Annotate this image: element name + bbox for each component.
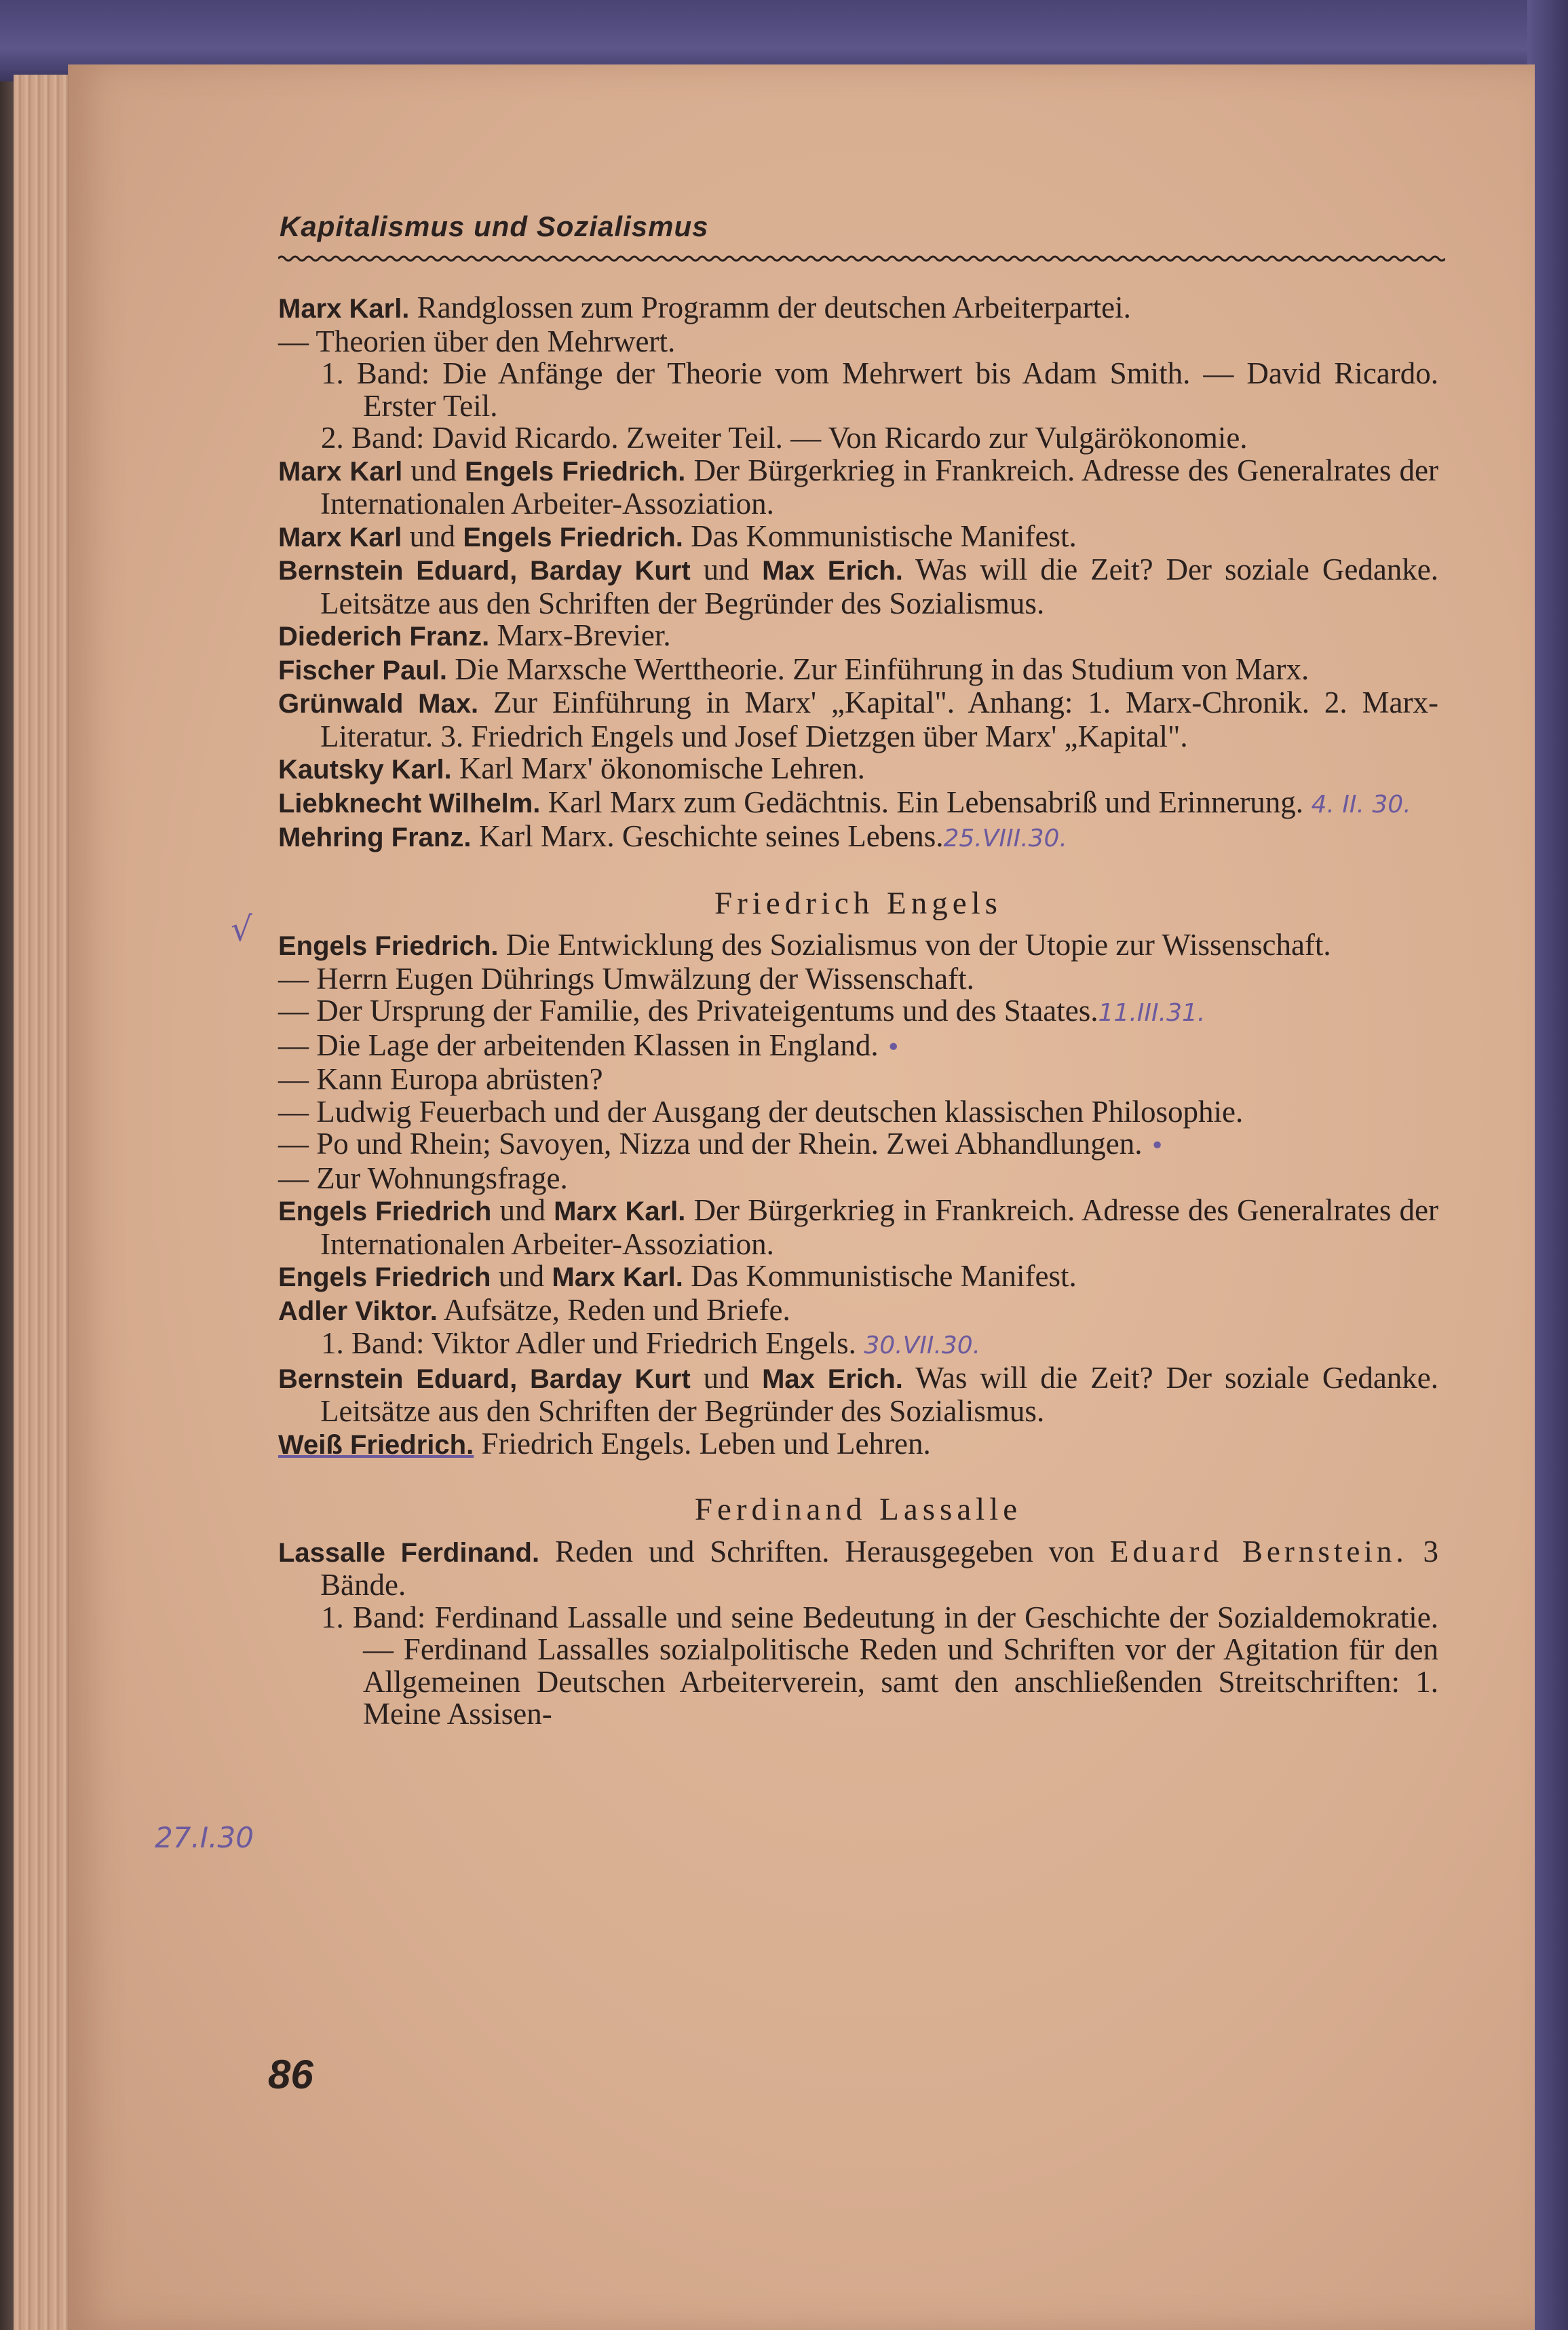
entry-coauthor: Marx Karl. xyxy=(554,1197,686,1226)
entry-title: Der Bürgerkrieg in Frankreich. Adresse des Generalrates der Internationalen Arbeiter-Assoziation. xyxy=(320,453,1439,521)
handwritten-note: 30.VII.30. xyxy=(856,1332,981,1359)
bib-entry xyxy=(278,620,1438,654)
entry-author: Lassalle Ferdinand. xyxy=(278,1537,540,1568)
entry-conjunction: und xyxy=(402,519,463,553)
entry-volume: 1. Band: Die Anfänge der Theorie vom Mehrwert bis Adam Smith. — David Ricardo. Erster Teil. xyxy=(321,356,1438,423)
entry-title: — Ludwig Feuerbach und der Ausgang der deutschen klassischen Philosophie. xyxy=(278,1094,1244,1129)
entry-volume: 2. Band: David Ricardo. Zweiter Teil. — Von Ricardo zur Vulgärökonomie. xyxy=(321,421,1248,455)
handwritten-note: 4. II. 30. xyxy=(1303,790,1411,819)
entry-title: Aufsätze, Reden und Briefe. xyxy=(437,1292,790,1327)
entry-author: Grünwald Max. xyxy=(278,689,479,719)
bib-entry xyxy=(278,1064,1438,1096)
entry-coauthor: Max Erich. xyxy=(762,556,903,586)
entry-title: Die Marxsche Werttheorie. Zur Einführung in das Studium von Marx. xyxy=(446,652,1309,686)
entry-editor: Eduard Bernstein. xyxy=(1110,1534,1408,1568)
entry-conjunction: und xyxy=(402,453,465,487)
entry-coauthor: Marx Karl. xyxy=(552,1262,683,1292)
bib-entry xyxy=(278,1294,1438,1328)
entry-author: Adler Viktor. xyxy=(278,1296,438,1326)
entry-author: Engels Friedrich xyxy=(278,1197,492,1226)
entry-title: Das Kommunistische Manifest. xyxy=(683,1259,1077,1293)
bib-entry xyxy=(278,821,1438,855)
margin-date-annotation: 27.I.30 xyxy=(155,1821,254,1854)
bib-entry xyxy=(278,326,1438,358)
entry-title: Was will die Zeit? Der soziale Gedanke. Leitsätze aus den Schriften der Begründer des Sozialismus. xyxy=(320,1360,1439,1428)
bib-entry xyxy=(278,787,1438,821)
entry-author: Bernstein Eduard, Barday Kurt xyxy=(278,556,691,586)
bib-entry xyxy=(278,292,1438,326)
bib-entry xyxy=(278,554,1438,620)
entry-author: Mehring Franz. xyxy=(278,823,472,852)
entry-title: — Zur Wohnungsfrage. xyxy=(278,1161,568,1195)
bib-entry xyxy=(278,929,1438,963)
entry-title: Der Bürgerkrieg in Frankreich. Adresse des Generalrates der Internationalen Arbeiter-Assoziation. xyxy=(320,1193,1439,1261)
engels-heading: Friedrich Engels xyxy=(714,885,1002,921)
bib-entry xyxy=(278,1096,1438,1129)
bib-subentry: 1. Band: Ferdinand Lassalle und seine Bedeutung in der Geschichte der Sozialdemokratie. — Ferdinand Lassalles sozialpolitische Reden und Schriften vor der Agitation für den Allgemeinen Deutschen Arbeiterverein, samt den anschließenden Streitschriften: 1. Meine Assisen- xyxy=(321,1600,1438,1731)
entry-title: — Herrn Eugen Dührings Umwälzung der Wissenschaft. xyxy=(278,961,974,996)
lassalle-heading: Ferdinand Lassalle xyxy=(694,1492,1022,1527)
entry-title: Das Kommunistische Manifest. xyxy=(683,519,1077,553)
running-head: Kapitalismus und Sozialismus xyxy=(280,210,709,242)
bib-entry xyxy=(278,1428,1438,1462)
entry-author: Engels Friedrich xyxy=(278,1262,491,1292)
entry-title: — Der Ursprung der Familie, des Privateigentums und des Staates. xyxy=(278,994,1098,1028)
entry-title: Die Entwicklung des Sozialismus von der Utopie zur Wissenschaft. xyxy=(498,928,1331,962)
lassalle-section xyxy=(278,1536,1438,1731)
bib-entry xyxy=(278,995,1438,1030)
entry-title: Zur Einführung in Marx' „Kapital". Anhang: 1. Marx-Chronik. 2. Marx-Literatur. 3. Friedrich Engels und Josef Dietzgen über Marx' „Kapital". xyxy=(320,685,1438,753)
entry-title: — Die Lage der arbeitenden Klassen in England. xyxy=(278,1028,879,1062)
bibliography-text xyxy=(278,292,1438,1731)
entry-author: Fischer Paul. xyxy=(278,655,447,685)
bib-entry xyxy=(278,455,1438,521)
bib-subentry xyxy=(278,358,1438,422)
entry-author: Diederich Franz. xyxy=(278,622,490,652)
entry-title: Friedrich Engels. Leben und Lehren. xyxy=(474,1426,931,1461)
entry-title: Karl Marx zum Gedächtnis. Ein Lebensabriß und Erinnerung. xyxy=(540,785,1304,819)
marx-section xyxy=(278,292,1438,855)
entry-author: Marx Karl xyxy=(278,522,402,552)
bib-entry xyxy=(278,687,1438,753)
entry-title: — Theorien über den Mehrwert. xyxy=(278,324,676,358)
entry-title: — Po und Rhein; Savoyen, Nizza und der Rhein. Zwei Abhandlungen. xyxy=(278,1127,1143,1161)
bib-entry xyxy=(278,521,1438,555)
entry-volumes: 3 Bände. xyxy=(320,1534,1438,1602)
bib-entry xyxy=(278,1536,1438,1602)
bib-entry xyxy=(278,1195,1438,1260)
entry-coauthor: Engels Friedrich. xyxy=(464,456,686,487)
bib-entry xyxy=(278,1163,1438,1195)
wavy-rule xyxy=(278,255,1445,263)
entry-coauthor: Engels Friedrich. xyxy=(463,522,683,552)
entry-conjunction: und xyxy=(491,1259,552,1293)
page-number: 86 xyxy=(268,2052,313,2097)
entry-title: Randglossen zum Programm der deutschen Arbeiterpartei. xyxy=(409,290,1131,324)
entry-conjunction: und xyxy=(690,1360,763,1395)
handwritten-note: • xyxy=(878,1033,901,1061)
entry-coauthor: Max Erich. xyxy=(762,1364,903,1394)
entry-title: Marx-Brevier. xyxy=(489,618,671,652)
bib-subentry xyxy=(278,1328,1438,1362)
bib-entry xyxy=(278,963,1438,996)
handwritten-note: 25.VIII.30. xyxy=(943,825,1067,852)
bib-entry xyxy=(278,1260,1438,1294)
entry-title: Karl Marx' ökonomische Lehren. xyxy=(451,751,865,785)
bib-entry xyxy=(278,1362,1438,1428)
bib-entry xyxy=(278,654,1438,688)
entry-author: Marx Karl xyxy=(278,456,403,487)
entry-author: Bernstein Eduard, Barday Kurt xyxy=(278,1364,691,1394)
bib-subentry xyxy=(278,422,1438,455)
entry-author: Weiß Friedrich. xyxy=(278,1429,474,1460)
margin-checkmark: √ xyxy=(231,909,252,949)
entry-conjunction: und xyxy=(491,1193,554,1227)
handwritten-note: 11.III.31. xyxy=(1098,999,1206,1027)
entry-volume: 1. Band: Viktor Adler und Friedrich Engels. xyxy=(321,1326,856,1360)
bib-entry xyxy=(278,1128,1438,1163)
engels-section xyxy=(278,929,1438,1461)
entry-title: Karl Marx. Geschichte seines Lebens. xyxy=(471,819,944,853)
bib-entry xyxy=(278,1030,1438,1064)
entry-author: Engels Friedrich. xyxy=(278,931,499,961)
bib-entry xyxy=(278,753,1438,787)
entry-title: Was will die Zeit? Der soziale Gedanke. Leitsätze aus den Schriften der Begründer des Sozialismus. xyxy=(320,552,1439,620)
entry-conjunction: und xyxy=(690,552,763,586)
entry-author: Liebknecht Wilhelm. xyxy=(278,788,541,819)
entry-author: Marx Karl. xyxy=(278,294,410,324)
entry-title: Reden und Schriften. Herausgegeben von xyxy=(539,1534,1111,1568)
handwritten-note: • xyxy=(1142,1132,1165,1160)
entry-author: Kautsky Karl. xyxy=(278,755,452,785)
entry-title: — Kann Europa abrüsten? xyxy=(278,1062,603,1096)
